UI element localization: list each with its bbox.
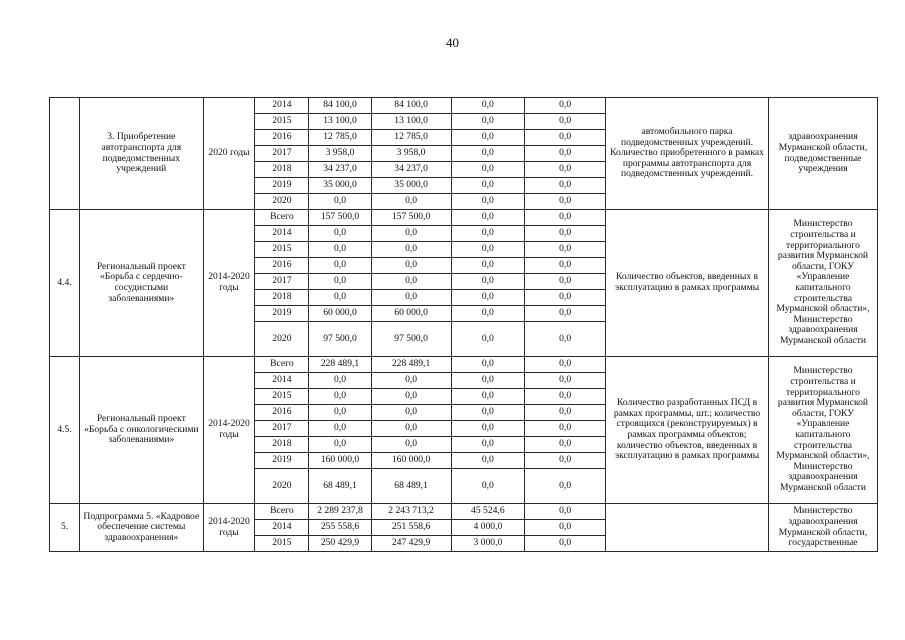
cell-c1: 0,0 (371, 242, 451, 258)
table-row (50, 504, 878, 520)
cell-c1: 157 500,0 (371, 210, 451, 226)
item-indicator: Количество объектов, введенных в эксплуатацию в рамках программы (606, 210, 769, 357)
cell-total: 35 000,0 (309, 178, 371, 194)
cell-year: 2020 (255, 322, 309, 357)
cell-total: 255 558,6 (309, 520, 371, 536)
cell-total: 0,0 (309, 389, 371, 405)
cell-c3: 0,0 (525, 322, 606, 357)
cell-c1: 0,0 (371, 258, 451, 274)
cell-year: 2017 (255, 421, 309, 437)
cell-total: 0,0 (309, 405, 371, 421)
cell-total: 12 785,0 (309, 130, 371, 146)
cell-c1: 68 489,1 (371, 469, 451, 504)
cell-year: 2016 (255, 258, 309, 274)
cell-c1: 13 100,0 (371, 114, 451, 130)
item-period: 2014-2020 годы (203, 210, 255, 357)
cell-c1: 0,0 (371, 421, 451, 437)
cell-c2: 0,0 (451, 98, 525, 114)
cell-year: 2017 (255, 274, 309, 290)
cell-c2: 0,0 (451, 226, 525, 242)
cell-c3: 0,0 (525, 178, 606, 194)
item-period: 2014-2020 годы (203, 504, 255, 552)
cell-c2: 0,0 (451, 357, 525, 373)
item-number (50, 98, 80, 210)
cell-c3: 0,0 (525, 194, 606, 210)
cell-total: 157 500,0 (309, 210, 371, 226)
cell-c2: 0,0 (451, 242, 525, 258)
cell-year: 2018 (255, 290, 309, 306)
cell-year: 2015 (255, 242, 309, 258)
cell-c2: 0,0 (451, 114, 525, 130)
cell-c3: 0,0 (525, 421, 606, 437)
cell-c2: 0,0 (451, 389, 525, 405)
cell-total: 0,0 (309, 373, 371, 389)
cell-year: 2018 (255, 162, 309, 178)
cell-c3: 0,0 (525, 274, 606, 290)
cell-total: 84 100,0 (309, 98, 371, 114)
cell-year: 2018 (255, 437, 309, 453)
cell-total: 68 489,1 (309, 469, 371, 504)
cell-year: 2019 (255, 306, 309, 322)
item-indicator: автомобильного парка подведомственных учреждений. Количество приобретенного в рамках программы автотранспорта для подведомственных учреждений. (606, 98, 769, 210)
cell-c1: 0,0 (371, 405, 451, 421)
cell-c3: 0,0 (525, 536, 606, 552)
cell-c1: 228 489,1 (371, 357, 451, 373)
cell-c3: 0,0 (525, 306, 606, 322)
item-indicator: Количество разработанных ПСД в рамках программы, шт.; количество строящихся (реконструируемых) в рамках программы объектов; количество объектов, введенных в эксплуатацию в рамках программы (606, 357, 769, 504)
cell-c3: 0,0 (525, 242, 606, 258)
cell-year: 2014 (255, 226, 309, 242)
budget-table (49, 97, 878, 552)
cell-c1: 0,0 (371, 437, 451, 453)
cell-year: 2016 (255, 130, 309, 146)
cell-c1: 0,0 (371, 373, 451, 389)
cell-year: 2020 (255, 469, 309, 504)
cell-c1: 0,0 (371, 226, 451, 242)
cell-c3: 0,0 (525, 504, 606, 520)
cell-year: 2016 (255, 405, 309, 421)
cell-c3: 0,0 (525, 162, 606, 178)
cell-c3: 0,0 (525, 290, 606, 306)
cell-total: 34 237,0 (309, 162, 371, 178)
cell-c1: 251 558,6 (371, 520, 451, 536)
cell-c3: 0,0 (525, 453, 606, 469)
cell-c3: 0,0 (525, 437, 606, 453)
cell-c2: 0,0 (451, 306, 525, 322)
cell-c3: 0,0 (525, 357, 606, 373)
table-row (50, 210, 878, 226)
cell-total: 60 000,0 (309, 306, 371, 322)
cell-c3: 0,0 (525, 146, 606, 162)
cell-year: 2015 (255, 389, 309, 405)
item-number: 4.4. (50, 210, 80, 357)
cell-year: 2019 (255, 453, 309, 469)
cell-c3: 0,0 (525, 520, 606, 536)
cell-total: 250 429,9 (309, 536, 371, 552)
item-executor: Министерство здравоохранения Мурманской области, государственные (768, 504, 877, 552)
cell-year: 2020 (255, 194, 309, 210)
cell-total: 97 500,0 (309, 322, 371, 357)
cell-c2: 0,0 (451, 405, 525, 421)
cell-c1: 12 785,0 (371, 130, 451, 146)
cell-c3: 0,0 (525, 405, 606, 421)
item-indicator (606, 504, 769, 552)
cell-c1: 247 429,9 (371, 536, 451, 552)
cell-total: 228 489,1 (309, 357, 371, 373)
cell-c2: 4 000,0 (451, 520, 525, 536)
cell-year: Всего (255, 357, 309, 373)
cell-total: 13 100,0 (309, 114, 371, 130)
table-body (50, 98, 878, 552)
cell-c2: 0,0 (451, 469, 525, 504)
cell-year: 2015 (255, 536, 309, 552)
cell-c2: 0,0 (451, 421, 525, 437)
item-title: 3. Приобретение автотранспорта для подведомственных учреждений (80, 98, 203, 210)
cell-c2: 0,0 (451, 258, 525, 274)
cell-total: 0,0 (309, 274, 371, 290)
cell-c2: 0,0 (451, 178, 525, 194)
cell-c1: 0,0 (371, 194, 451, 210)
cell-c3: 0,0 (525, 373, 606, 389)
cell-c3: 0,0 (525, 469, 606, 504)
page-number: 40 (446, 35, 459, 50)
cell-c1: 0,0 (371, 290, 451, 306)
cell-c2: 0,0 (451, 290, 525, 306)
cell-total: 0,0 (309, 194, 371, 210)
cell-c2: 0,0 (451, 210, 525, 226)
item-title: Региональный проект «Борьба с онкологическими заболеваниями» (80, 357, 203, 504)
item-executor: Министерство строительства и территориального развития Мурманской области, ГОКУ «Управление капитального строительства Мурманской области», Министерство здравоохранения Мурманской области (768, 210, 877, 357)
cell-total: 0,0 (309, 242, 371, 258)
cell-c2: 0,0 (451, 130, 525, 146)
item-number: 5. (50, 504, 80, 552)
table-row (50, 357, 878, 373)
cell-c3: 0,0 (525, 114, 606, 130)
cell-c2: 0,0 (451, 453, 525, 469)
cell-total: 0,0 (309, 290, 371, 306)
cell-year: 2015 (255, 114, 309, 130)
item-title: Региональный проект «Борьба с сердечно-сосудистыми заболеваниями» (80, 210, 203, 357)
cell-total: 2 289 237,8 (309, 504, 371, 520)
item-period: 2020 годы (203, 98, 255, 210)
cell-c2: 0,0 (451, 322, 525, 357)
cell-year: 2019 (255, 178, 309, 194)
cell-c3: 0,0 (525, 98, 606, 114)
item-executor: Министерство строительства и территориального развития Мурманской области, ГОКУ «Управление капитального строительства Мурманской области», Министерство здравоохранения Мурманской области (768, 357, 877, 504)
cell-c3: 0,0 (525, 226, 606, 242)
item-period: 2014-2020 годы (203, 357, 255, 504)
item-title: Подпрограмма 5. «Кадровое обеспечение системы здравоохранения» (80, 504, 203, 552)
cell-c2: 0,0 (451, 373, 525, 389)
cell-c1: 60 000,0 (371, 306, 451, 322)
item-number: 4.5. (50, 357, 80, 504)
cell-total: 0,0 (309, 226, 371, 242)
cell-c1: 0,0 (371, 389, 451, 405)
cell-c1: 84 100,0 (371, 98, 451, 114)
cell-c2: 3 000,0 (451, 536, 525, 552)
cell-c1: 97 500,0 (371, 322, 451, 357)
cell-c1: 2 243 713,2 (371, 504, 451, 520)
cell-c2: 0,0 (451, 437, 525, 453)
cell-total: 160 000,0 (309, 453, 371, 469)
cell-c3: 0,0 (525, 258, 606, 274)
cell-year: 2014 (255, 373, 309, 389)
cell-total: 0,0 (309, 421, 371, 437)
table-row (50, 98, 878, 114)
cell-year: Всего (255, 504, 309, 520)
cell-c2: 0,0 (451, 162, 525, 178)
cell-year: 2017 (255, 146, 309, 162)
cell-c2: 0,0 (451, 274, 525, 290)
cell-c1: 0,0 (371, 274, 451, 290)
cell-year: 2014 (255, 98, 309, 114)
cell-year: 2014 (255, 520, 309, 536)
cell-c2: 0,0 (451, 146, 525, 162)
cell-c1: 34 237,0 (371, 162, 451, 178)
cell-c2: 45 524,6 (451, 504, 525, 520)
cell-c3: 0,0 (525, 389, 606, 405)
item-executor: здравоохранения Мурманской области, подведомственные учреждения (768, 98, 877, 210)
cell-c3: 0,0 (525, 210, 606, 226)
cell-c1: 160 000,0 (371, 453, 451, 469)
cell-year: Всего (255, 210, 309, 226)
cell-c1: 3 958,0 (371, 146, 451, 162)
cell-c1: 35 000,0 (371, 178, 451, 194)
cell-total: 0,0 (309, 258, 371, 274)
cell-c3: 0,0 (525, 130, 606, 146)
cell-total: 3 958,0 (309, 146, 371, 162)
cell-c2: 0,0 (451, 194, 525, 210)
cell-total: 0,0 (309, 437, 371, 453)
